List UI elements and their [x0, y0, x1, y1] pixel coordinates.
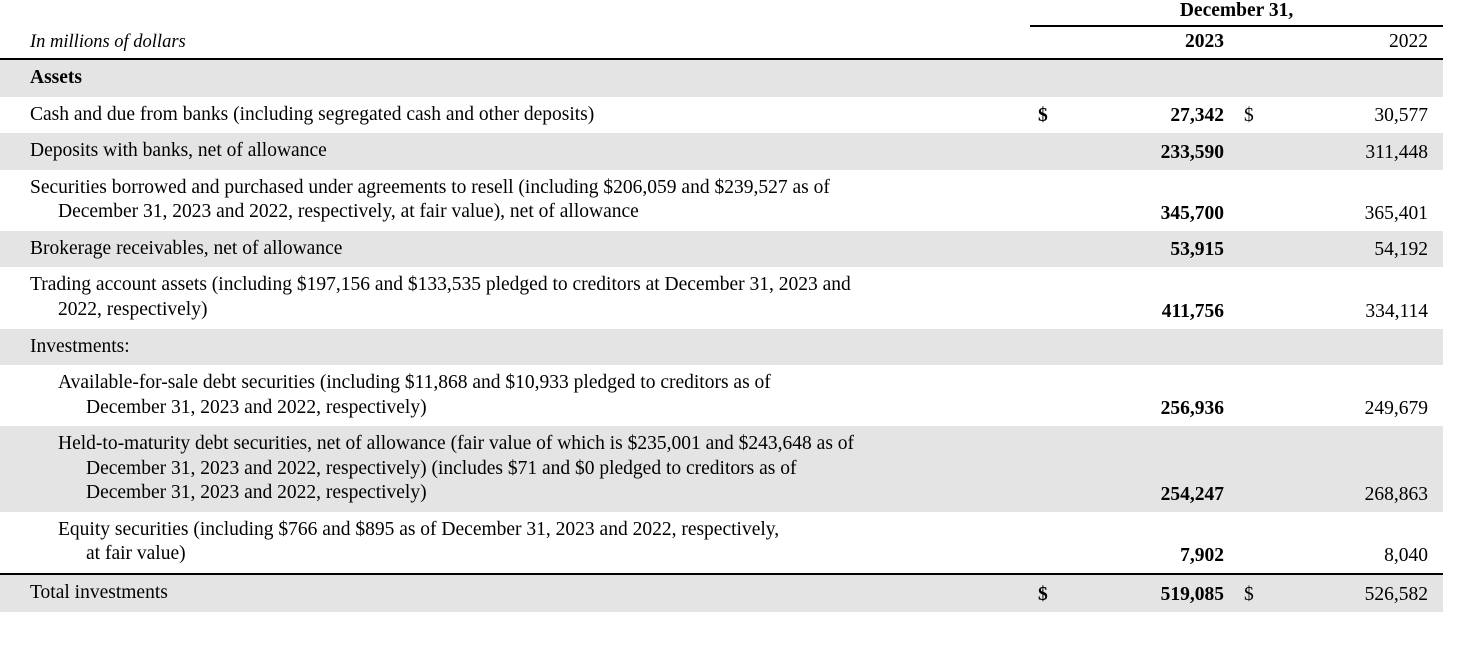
value-2022-equity-securities: 8,040 — [1266, 512, 1443, 574]
table-row — [0, 365, 1443, 426]
row-label-line: at fair value) — [86, 543, 186, 565]
value-2022-investments-section — [1266, 329, 1443, 366]
header-year-2023-currency-spacer — [1030, 26, 1068, 59]
value-2023-cash-and-due-from-banks: 27,342 — [1068, 97, 1236, 134]
value-2023-total-investments: 519,085 — [1068, 574, 1236, 612]
currency-symbol-2022-assets-section — [1236, 59, 1266, 97]
table-row — [0, 59, 1443, 97]
currency-symbol-2022-available-for-sale-debt-securities — [1236, 365, 1266, 426]
header-blank-label-cell — [0, 0, 1030, 26]
row-label-line: December 31, 2023 and 2022, respectively) — [86, 396, 427, 418]
row-label-line: December 31, 2023 and 2022, respectively, at fair value), net of allowance — [58, 201, 639, 223]
row-label-cash-and-due-from-banks: Cash and due from banks (including segregated cash and other deposits) — [0, 97, 1030, 134]
column-header-2022: 2022 — [1266, 26, 1443, 59]
row-label-total-investments: Total investments — [0, 574, 1030, 612]
row-label-line: December 31, 2023 and 2022, respectively) (includes $71 and $0 pledged to creditors as of — [86, 457, 797, 479]
value-2022-securities-borrowed-and-purchased: 365,401 — [1266, 170, 1443, 231]
header-year-2022-currency-spacer — [1236, 26, 1266, 59]
table-header — [0, 0, 1443, 59]
value-2022-cash-and-due-from-banks: 30,577 — [1266, 97, 1443, 134]
value-2023-deposits-with-banks: 233,590 — [1068, 133, 1236, 170]
row-label-deposits-with-banks: Deposits with banks, net of allowance — [0, 133, 1030, 170]
currency-symbol-2023-cash-and-due-from-banks: $ — [1030, 97, 1068, 134]
header-date-label: December 31, — [1030, 0, 1443, 26]
currency-symbol-2022-securities-borrowed-and-purchased — [1236, 170, 1266, 231]
header-date-row — [0, 0, 1443, 26]
value-2022-deposits-with-banks: 311,448 — [1266, 133, 1443, 170]
currency-symbol-2023-securities-borrowed-and-purchased — [1030, 170, 1068, 231]
currency-symbol-2022-cash-and-due-from-banks: $ — [1236, 97, 1266, 134]
value-2022-brokerage-receivables: 54,192 — [1266, 231, 1443, 268]
row-label-line: Held-to-maturity debt securities, net of allowance (fair value of which is $235,001 and $243,648 as of — [58, 433, 855, 455]
row-label-investments-section: Investments: — [0, 329, 1030, 366]
row-label-securities-borrowed-and-purchased — [0, 170, 1030, 231]
table-row — [0, 97, 1443, 134]
value-2023-held-to-maturity-debt-securities: 254,247 — [1068, 426, 1236, 512]
currency-symbol-2023-total-investments: $ — [1030, 574, 1068, 612]
row-label-equity-securities — [0, 512, 1030, 574]
row-label-line: December 31, 2023 and 2022, respectively) — [86, 482, 427, 504]
units-note: In millions of dollars — [0, 26, 1030, 59]
table-row — [0, 231, 1443, 268]
value-2022-held-to-maturity-debt-securities: 268,863 — [1266, 426, 1443, 512]
currency-symbol-2022-investments-section — [1236, 329, 1266, 366]
column-header-2023: 2023 — [1068, 26, 1236, 59]
table-body — [0, 59, 1443, 612]
currency-symbol-2023-held-to-maturity-debt-securities — [1030, 426, 1068, 512]
currency-symbol-2022-deposits-with-banks — [1236, 133, 1266, 170]
table-row — [0, 133, 1443, 170]
currency-symbol-2023-brokerage-receivables — [1030, 231, 1068, 268]
currency-symbol-2023-trading-account-assets — [1030, 267, 1068, 328]
row-label-line: 2022, respectively) — [58, 298, 208, 320]
value-2023-assets-section — [1068, 59, 1236, 97]
table-row — [0, 512, 1443, 574]
currency-symbol-2023-equity-securities — [1030, 512, 1068, 574]
currency-symbol-2023-available-for-sale-debt-securities — [1030, 365, 1068, 426]
table-row — [0, 267, 1443, 328]
currency-symbol-2022-held-to-maturity-debt-securities — [1236, 426, 1266, 512]
currency-symbol-2023-deposits-with-banks — [1030, 133, 1068, 170]
table-row — [0, 170, 1443, 231]
value-2023-trading-account-assets: 411,756 — [1068, 267, 1236, 328]
table-row — [0, 574, 1443, 612]
currency-symbol-2022-brokerage-receivables — [1236, 231, 1266, 268]
currency-symbol-2023-assets-section — [1030, 59, 1068, 97]
currency-symbol-2023-investments-section — [1030, 329, 1068, 366]
table-row — [0, 329, 1443, 366]
currency-symbol-2022-trading-account-assets — [1236, 267, 1266, 328]
value-2022-trading-account-assets: 334,114 — [1266, 267, 1443, 328]
value-2023-investments-section — [1068, 329, 1236, 366]
value-2023-available-for-sale-debt-securities: 256,936 — [1068, 365, 1236, 426]
row-label-line: Securities borrowed and purchased under agreements to resell (including $206,059 and $239,527 as of — [30, 176, 830, 198]
value-2022-available-for-sale-debt-securities: 249,679 — [1266, 365, 1443, 426]
value-2022-assets-section — [1266, 59, 1443, 97]
currency-symbol-2022-equity-securities — [1236, 512, 1266, 574]
row-label-held-to-maturity-debt-securities — [0, 426, 1030, 512]
value-2023-equity-securities: 7,902 — [1068, 512, 1236, 574]
row-label-available-for-sale-debt-securities — [0, 365, 1030, 426]
row-label-brokerage-receivables: Brokerage receivables, net of allowance — [0, 231, 1030, 268]
value-2023-securities-borrowed-and-purchased: 345,700 — [1068, 170, 1236, 231]
row-label-line: Equity securities (including $766 and $895 as of December 31, 2023 and 2022, respectively, — [58, 518, 780, 540]
row-label-trading-account-assets — [0, 267, 1030, 328]
value-2022-total-investments: 526,582 — [1266, 574, 1443, 612]
row-label-line: Available-for-sale debt securities (including $11,868 and $10,933 pledged to creditors as of — [58, 372, 771, 394]
value-2023-brokerage-receivables: 53,915 — [1068, 231, 1236, 268]
row-label-assets-section: Assets — [0, 59, 1030, 97]
row-label-line: Trading account assets (including $197,156 and $133,535 pledged to creditors at December 31, 2023 and — [30, 274, 851, 296]
currency-symbol-2022-total-investments: $ — [1236, 574, 1266, 612]
table-row — [0, 426, 1443, 512]
header-year-row — [0, 26, 1443, 59]
